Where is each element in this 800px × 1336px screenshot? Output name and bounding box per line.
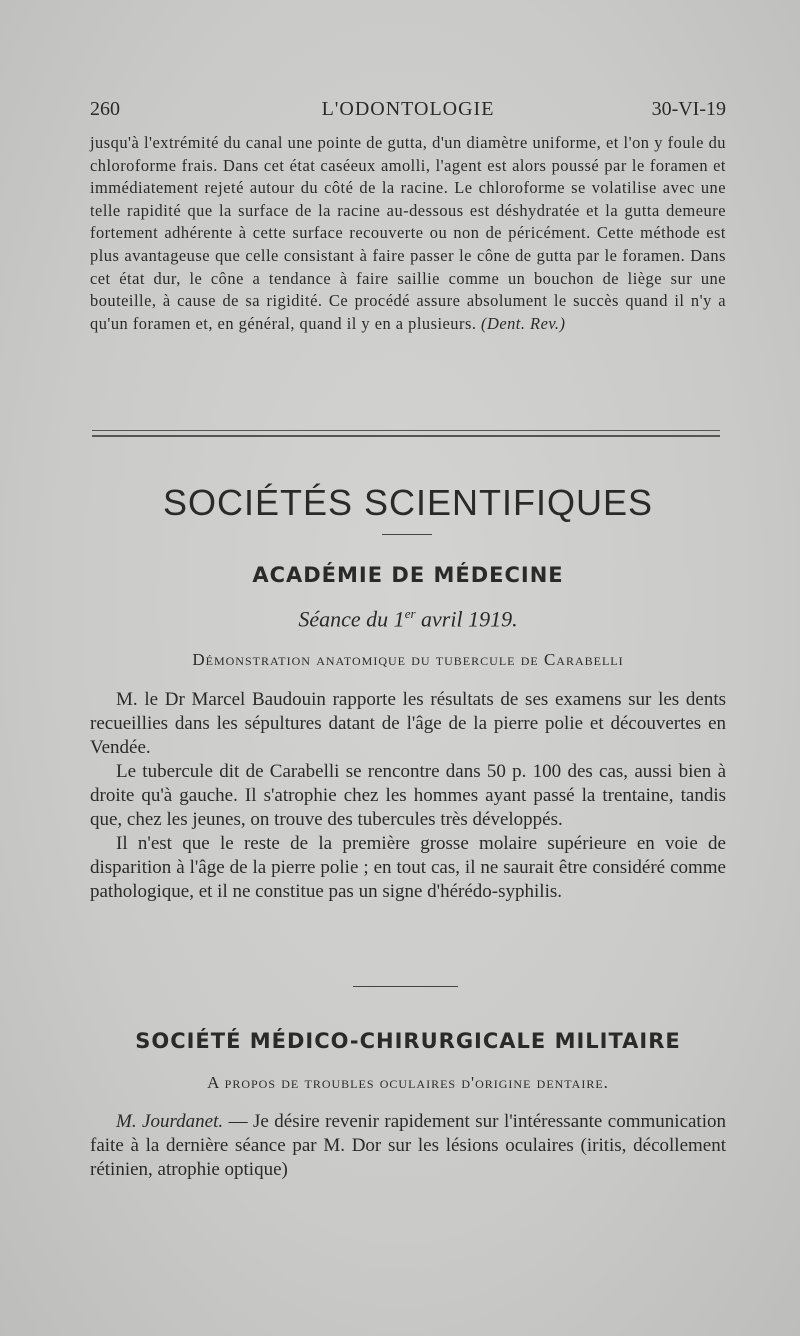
section-title: SOCIÉTÉS SCIENTIFIQUES xyxy=(162,482,654,523)
subsection-divider xyxy=(353,986,458,987)
academy-body xyxy=(90,688,726,904)
academy-title: ACADÉMIE DE MÉDECINE xyxy=(252,563,564,587)
page-number: 260 xyxy=(90,98,120,120)
military-society-title: SOCIÉTÉ MÉDICO-CHIRURGICALE MILITAIRE xyxy=(135,1029,681,1053)
journal-title: L'ODONTOLOGIE xyxy=(321,98,495,120)
session-suffix: avril 1919. xyxy=(415,606,518,632)
section-divider xyxy=(92,430,720,437)
military-body xyxy=(90,1110,726,1182)
issue-date: 30-VI-19 xyxy=(651,98,726,120)
intro-paragraph xyxy=(90,132,726,335)
military-text: — Je désire revenir rapidement sur l'intéressante communication faite à la dernière séance par M. Dor sur les lésions oculaires (iritis, décollement rétinien, atrophie optique) xyxy=(90,1111,726,1180)
military-paragraph xyxy=(90,1110,726,1182)
session-prefix: Séance du 1 xyxy=(298,606,405,632)
intro-source: (Dent. Rev.) xyxy=(481,313,566,333)
session-sup: er xyxy=(404,606,416,621)
academy-paragraph-3: Il n'est que le reste de la première grosse molaire supérieure en voie de disparition à l'âge de la pierre polie ; en tout cas, il ne saurait être considéré comme pathologique, et il ne constitue pas un signe d'hérédo-syphilis. xyxy=(90,833,726,902)
academy-paragraph-1: M. le Dr Marcel Baudouin rapporte les résultats de ses examens sur les dents recueillies dans les sépultures datant de l'âge de la pierre polie et découvertes en Vendée. xyxy=(90,689,726,758)
intro-text: jusqu'à l'extrémité du canal une pointe de gutta, d'un diamètre uniforme, et l'on y foule du chloroforme frais. Dans cet état caséeux amolli, l'agent est alors poussé par le foramen et immédiatement rejeté autour du côté de la racine. Le chloroforme se volatilise avec une telle rapidité que la surface de la racine au-dessous est déshydratée et la gutta demeure fortement adhérente à cette surface recouverte ou non de péricément. Cette méthode est plus avantageuse que celle consistant à faire passer le cône de gutta par le foramen. Dans cet état dur, le cône a tendance à faire saillie comme un bouchon de liège sur une bouteille, à cause de sa rigidité. Ce procédé assure absolument le succès quand il n'y a qu'un foramen et, en général, quand il y en a plusieurs. xyxy=(90,133,726,333)
session-date xyxy=(90,606,726,632)
military-subheading: A propos de troubles oculaires d'origine dentaire. xyxy=(207,1073,609,1092)
academy-subheading: Démonstration anatomique du tubercule de Carabelli xyxy=(192,650,624,669)
title-underline xyxy=(382,534,432,535)
speaker-name: M. Jourdanet. xyxy=(116,1111,224,1132)
academy-paragraph-2: Le tubercule dit de Carabelli se rencontre dans 50 p. 100 des cas, aussi bien à droite qu'à gauche. Il s'atrophie chez les hommes ayant passé la trentaine, tandis que, chez les jeunes, on trouve des tubercules très développés. xyxy=(90,761,726,830)
running-head xyxy=(90,98,726,126)
